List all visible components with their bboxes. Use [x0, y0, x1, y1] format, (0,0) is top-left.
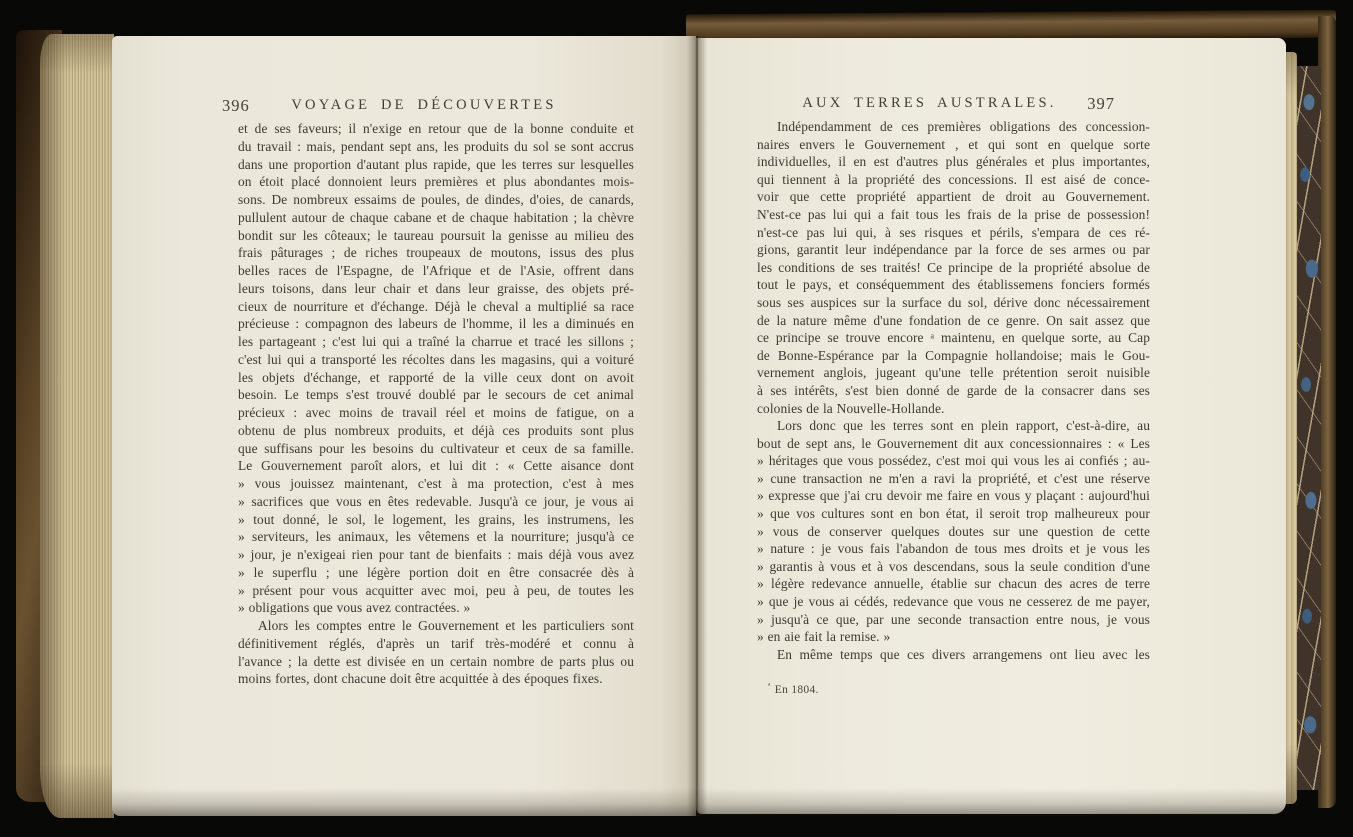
text-line: » cune transaction ne m'en a ravi la propriété, et c'est une réserve [757, 470, 1150, 486]
text-line: n'est-ce pas lui qui, à ses risques et périls, s'empara de ces ré- [757, 224, 1150, 240]
text-line: obtenu de plus nombreux produits, et déjà ces produits sont plus [238, 422, 634, 438]
text-line: définitivement réglés, d'après un tarif très-modéré et connu à [238, 635, 634, 651]
text-line: » tout donné, le sol, le logement, les grains, les instrumens, les [238, 511, 634, 527]
right-page [696, 38, 1286, 814]
footnote-marker: ᵃ [768, 680, 771, 690]
marbled-endpaper [1297, 66, 1321, 790]
text-line: » en aie fait la remise. » [757, 629, 891, 645]
text-line: » garantis à vous et à vos descendans, sous la seule condition d'une [757, 558, 1150, 574]
text-line: belles races de l'Espagne, de l'Afrique et de l'Asie, offrent dans [238, 263, 634, 278]
text-line: Le Gouvernement paroît alors, et lui dit : « Cette aisance dont [238, 458, 634, 474]
text-line: individuelles, il en est d'autres plus générales et plus importantes, [757, 154, 1150, 170]
text-line: » serviteurs, les animaux, les vêtemens et la nourriture; jusqu'à ce [238, 529, 634, 545]
text-line: l'avance ; la dette est divisée en un certain nombre de parts plus ou [238, 653, 634, 669]
text-line: besoin. Le temps s'est trouvé doublé par le secours de cet animal [238, 387, 634, 403]
text-line: leurs toisons, dans leur chair et dans leur graisse, des objets pré- [238, 280, 634, 296]
text-line: Lors donc que les terres sont en plein rapport, c'est-à-dire, au [777, 418, 1150, 434]
text-line: N'est-ce pas lui qui a fait tous les frais de la prise de possession! [757, 206, 1150, 222]
left-running-title: VOYAGE DE DÉCOUVERTES [291, 97, 557, 113]
left-page-number: 396 [222, 96, 250, 115]
left-running-head [222, 96, 634, 116]
text-line: de la nature même d'une fondation de ce genre. On sait assez que [757, 312, 1150, 328]
footnote-text: En 1804. [774, 683, 819, 696]
text-line: ce principe se trouve encore ᵃ maintenu, en quelque sorte, au Cap [757, 330, 1150, 346]
text-line: précieux : avec moins de travail réel et moins de fatigue, on a [238, 405, 634, 420]
text-line: les conditions de ses traités! Ce principe de la propriété absolue de [757, 259, 1150, 275]
text-line: » que vos cultures sont en bon état, il seroit trop malheureux pour [757, 506, 1150, 522]
left-page-text [238, 120, 634, 688]
footnote [768, 680, 819, 696]
text-line: que suffisans pour les besoins du cultivateur et ceux de sa famille. [238, 440, 634, 456]
text-line: de Bonne-Espérance par la Compagnie hollandoise; mais le Gou- [757, 347, 1150, 363]
text-line: et de ses faveurs; il n'exige en retour que de la bonne conduite et [238, 121, 634, 136]
text-line: bout de sept ans, le Gouvernement dit aux concessionnaires : « Les [757, 435, 1150, 451]
text-line: » obligations que vous avez contractées. » [238, 600, 471, 616]
text-line: » jusqu'à ce que, par une seconde transaction entre nous, je vous [757, 611, 1150, 627]
text-line: naires envers le Gouvernement , et qui sont en quelque sorte [757, 136, 1150, 152]
text-line: du travail : mais, pendant sept ans, les produits du sol se sont accrus [238, 138, 634, 154]
text-line: cieux de nourriture et d'échange. Déjà le cheval a multiplié sa race [238, 298, 634, 314]
text-line: » le superflu ; une légère portion doit en être consacrée dès à [238, 564, 634, 580]
text-line: » sacrifices que vous en êtes redevable. Jusqu'à ce jour, je vous ai [238, 493, 634, 509]
text-line: » présent pour vous acquitter avec moi, peu à peu, de toutes les [238, 582, 634, 598]
text-line: » jour, je n'exigeai rien pour tant de bienfaits : mais déjà vous avez [238, 547, 634, 562]
text-line: gions, garantit leur indépendance par la force de ses armes ou par [757, 242, 1150, 258]
text-line: les objets d'échange, et rapporté de la ville ceux dont on avoit [238, 369, 634, 385]
text-line: on étoit placé donnoient leurs premières et plus abondantes mois- [238, 174, 634, 190]
left-page [112, 36, 696, 816]
text-line: sous ses auspices sur la surface du sol, dérive donc nécessairement [757, 294, 1150, 310]
text-line: » vous de conserver quelques doutes sur une question de cette [757, 523, 1150, 539]
text-line: pullulent autour de chaque cabane et de chaque habitation ; la chèvre [238, 209, 634, 225]
text-line: En même temps que ces divers arrangemens ont lieu avec les [777, 646, 1150, 662]
right-running-head [757, 94, 1150, 114]
text-line: précieuse : compagnon des labeurs de l'homme, il les a diminués en [238, 316, 634, 332]
text-line: colonies de la Nouvelle-Hollande. [757, 400, 945, 416]
text-line: sons. De nombreux essaims de poules, de dindes, d'oies, de canards, [238, 192, 634, 207]
text-line: » vous jouissez maintenant, c'est à ma protection, c'est à mes [238, 476, 634, 491]
text-line: » que je vous ai cédés, redevance que vous ne cesserez de me payer, [757, 594, 1150, 610]
text-line: » héritages que vous possédez, c'est moi qui vous les ai confiés ; au- [757, 453, 1150, 469]
text-line: frais pâturages ; de riches troupeaux de moutons, issus des plus [238, 245, 634, 261]
text-line: bondit sur les côteaux; le taureau poursuit la genisse au milieu des [238, 227, 634, 243]
text-line: moins fortes, dont chacune doit être acquittée à des époques fixes. [238, 671, 603, 687]
text-line: dans une proportion d'autant plus rapide, que les terres sur lesquelles [238, 156, 634, 172]
text-line: » légère redevance annuelle, établie sur chacun des acres de terre [757, 576, 1150, 592]
text-line: tout le pays, et conséquemment des établissemens fonciers formés [757, 277, 1150, 293]
text-line: les partageant ; c'est lui qui a traîné la charrue et tracé les sillons ; [238, 334, 634, 349]
text-line: vernement anglois, jugeant qu'une telle prétention seroit nuisible [757, 365, 1150, 381]
text-line: qui tiennent à la propriété des concessions. Il est aisé de conce- [757, 171, 1150, 187]
text-line: » nature : je vous fais l'abandon de tous mes droits et je vous les [757, 541, 1150, 557]
text-line: c'est lui qui a transporté les récoltes dans les magasins, qui a voituré [238, 351, 634, 367]
text-line: à ses intérêts, s'est bien donné de garde de la consacrer dans ses [757, 382, 1150, 398]
text-line: Indépendamment de ces premières obligations des concession- [777, 119, 1150, 134]
text-line: Alors les comptes entre le Gouvernement et les particuliers sont [258, 618, 634, 633]
right-running-title: AUX TERRES AUSTRALES. [802, 95, 1057, 111]
text-line: voir que cette propriété appartient de droit au Gouvernement. [757, 189, 1150, 205]
left-fore-edge-pages [40, 34, 114, 818]
right-page-number: 397 [1087, 94, 1115, 113]
right-page-text [757, 118, 1150, 663]
text-line: » expresse que j'ai cru devoir me faire en vous y plaçant : aujourd'hui [757, 488, 1150, 504]
